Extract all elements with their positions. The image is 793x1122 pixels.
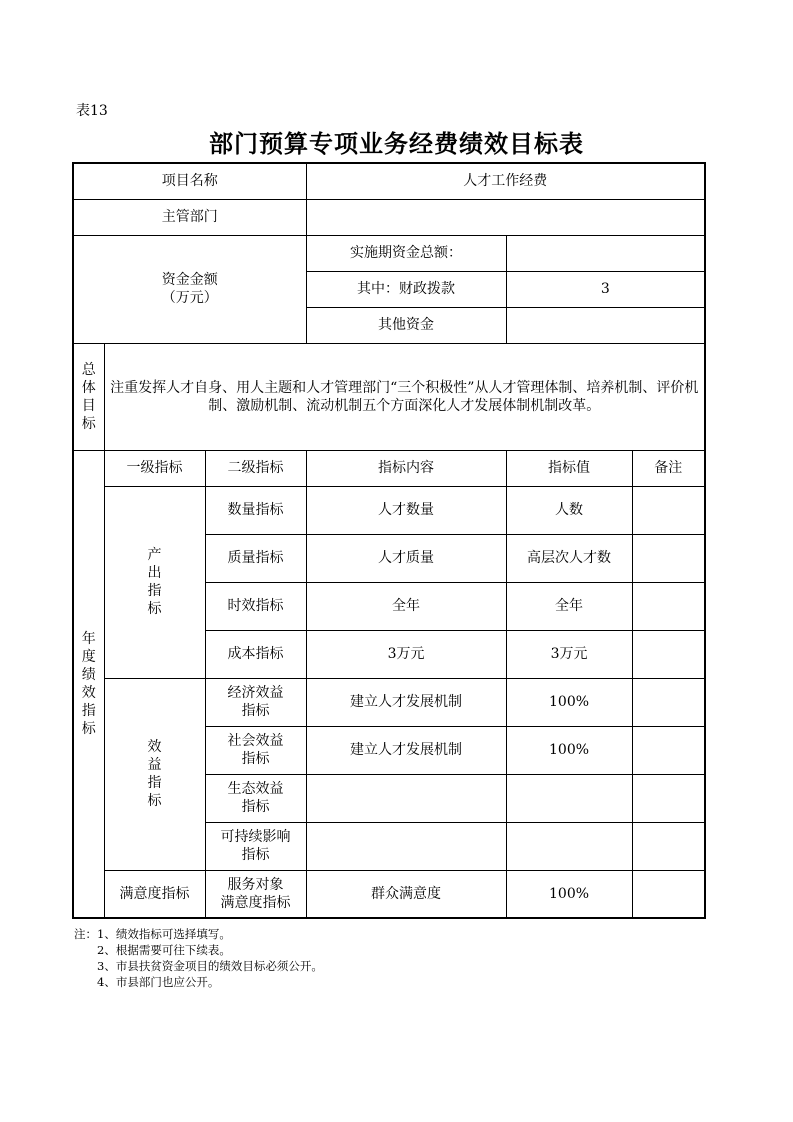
funds-label bbox=[73, 235, 306, 343]
overall-goal-char: 目 bbox=[81, 397, 96, 414]
benefit-label-char: 标 bbox=[147, 793, 162, 809]
content-cell bbox=[306, 774, 506, 822]
value-cell: 3万元 bbox=[506, 630, 632, 678]
annual-header-row bbox=[73, 450, 705, 486]
output-indicator-label bbox=[104, 486, 205, 678]
annual-goal-char: 指 bbox=[81, 702, 96, 719]
value-cell: 100% bbox=[506, 870, 632, 918]
output-label-char: 出 bbox=[147, 565, 162, 581]
value-cell bbox=[506, 774, 632, 822]
content-cell: 全年 bbox=[306, 582, 506, 630]
table-number-label: 表13 bbox=[76, 103, 108, 119]
level2-cell: 质量指标 bbox=[205, 534, 306, 582]
footnote-line: 2、根据需要可往下续表。 bbox=[74, 943, 231, 957]
content-cell: 3万元 bbox=[306, 630, 506, 678]
footnote-line: 3、市县扶贫资金项目的绩效目标必须公开。 bbox=[74, 959, 323, 973]
benefit-label-char: 益 bbox=[147, 757, 162, 773]
annual-goal-char: 绩 bbox=[81, 666, 96, 683]
content-cell: 人才数量 bbox=[306, 486, 506, 534]
page-title: 部门预算专项业务经费绩效目标表 bbox=[209, 129, 584, 158]
value-cell: 人数 bbox=[506, 486, 632, 534]
overall-goal-char: 总 bbox=[81, 361, 96, 378]
value-cell: 全年 bbox=[506, 582, 632, 630]
level2-cell: 数量指标 bbox=[205, 486, 306, 534]
footnotes bbox=[74, 926, 323, 990]
level2-line1: 服务对象 bbox=[227, 876, 284, 893]
level2-line2: 指标 bbox=[241, 751, 270, 767]
content-cell bbox=[306, 822, 506, 870]
project-name-value: 人才工作经费 bbox=[306, 163, 705, 199]
annual-goal-char: 年 bbox=[81, 630, 96, 647]
level2-cell bbox=[205, 870, 306, 918]
overall-goal-row bbox=[73, 343, 705, 450]
project-name-row bbox=[73, 163, 705, 199]
header-level2: 二级指标 bbox=[205, 450, 306, 486]
department-value bbox=[306, 199, 705, 235]
funds-total-value bbox=[506, 235, 705, 271]
content-cell: 人才质量 bbox=[306, 534, 506, 582]
satisfaction-row bbox=[73, 870, 705, 918]
header-content: 指标内容 bbox=[306, 450, 506, 486]
output-label-char: 产 bbox=[147, 547, 162, 563]
benefit-label-char: 指 bbox=[147, 775, 162, 791]
note-cell bbox=[632, 582, 705, 630]
note-cell bbox=[632, 870, 705, 918]
level2-line2: 满意度指标 bbox=[220, 894, 291, 911]
funds-label-line1: 资金金额 bbox=[161, 272, 218, 288]
footnote-line: 4、市县部门也应公开。 bbox=[74, 975, 220, 989]
overall-goal-char: 标 bbox=[81, 415, 96, 432]
satisfaction-level1: 满意度指标 bbox=[104, 870, 205, 918]
level2-cell: 时效指标 bbox=[205, 582, 306, 630]
level2-line1: 经济效益 bbox=[227, 685, 284, 701]
level2-cell bbox=[205, 774, 306, 822]
output-label-char: 标 bbox=[147, 601, 162, 617]
department-row bbox=[73, 199, 705, 235]
annual-goal-char: 标 bbox=[81, 720, 96, 737]
overall-goal-label bbox=[73, 343, 104, 450]
header-value: 指标值 bbox=[506, 450, 632, 486]
funds-other-value bbox=[506, 307, 705, 343]
level2-line1: 社会效益 bbox=[227, 733, 284, 749]
header-level1: 一级指标 bbox=[104, 450, 205, 486]
table-row bbox=[73, 486, 705, 534]
benefit-indicator-label bbox=[104, 678, 205, 870]
funds-label-line2: （万元） bbox=[161, 290, 218, 306]
level2-cell bbox=[205, 822, 306, 870]
funds-other-label: 其他资金 bbox=[306, 307, 506, 343]
performance-goal-table bbox=[72, 162, 706, 919]
note-cell bbox=[632, 726, 705, 774]
level2-line2: 指标 bbox=[241, 703, 270, 719]
funds-fiscal-label: 其中：财政拨款 bbox=[306, 271, 506, 307]
funds-total-row bbox=[73, 235, 705, 271]
value-cell: 100% bbox=[506, 678, 632, 726]
table-row bbox=[73, 678, 705, 726]
benefit-label-char: 效 bbox=[147, 739, 162, 755]
content-cell: 建立人才发展机制 bbox=[306, 678, 506, 726]
project-name-label: 项目名称 bbox=[73, 163, 306, 199]
note-cell bbox=[632, 486, 705, 534]
overall-goal-text: 注重发挥人才自身、用人主题和人才管理部门“三个积极性”从人才管理体制、培养机制、评价机制、激励机制、流动机制五个方面深化人才发展体制机制改革。 bbox=[104, 343, 705, 450]
content-cell: 建立人才发展机制 bbox=[306, 726, 506, 774]
header-note: 备注 bbox=[632, 450, 705, 486]
level2-line1: 可持续影响 bbox=[220, 829, 291, 845]
overall-goal-char: 体 bbox=[81, 379, 96, 396]
level2-line2: 指标 bbox=[241, 847, 270, 863]
content-cell: 群众满意度 bbox=[306, 870, 506, 918]
annual-goal-char: 效 bbox=[81, 684, 96, 701]
note-cell bbox=[632, 678, 705, 726]
funds-total-label: 实施期资金总额： bbox=[306, 235, 506, 271]
level2-line1: 生态效益 bbox=[227, 781, 284, 797]
annual-goal-label bbox=[73, 450, 104, 918]
value-cell: 100% bbox=[506, 726, 632, 774]
output-label-char: 指 bbox=[147, 583, 162, 599]
note-cell bbox=[632, 774, 705, 822]
funds-fiscal-value: 3 bbox=[506, 271, 705, 307]
annual-goal-char: 度 bbox=[81, 648, 96, 665]
level2-cell: 成本指标 bbox=[205, 630, 306, 678]
level2-line2: 指标 bbox=[241, 799, 270, 815]
level2-cell bbox=[205, 726, 306, 774]
level2-cell bbox=[205, 678, 306, 726]
note-cell bbox=[632, 534, 705, 582]
department-label: 主管部门 bbox=[73, 199, 306, 235]
note-cell bbox=[632, 822, 705, 870]
value-cell bbox=[506, 822, 632, 870]
note-cell bbox=[632, 630, 705, 678]
value-cell: 高层次人才数 bbox=[506, 534, 632, 582]
footnote-line: 注：1、绩效指标可选择填写。 bbox=[74, 927, 231, 941]
